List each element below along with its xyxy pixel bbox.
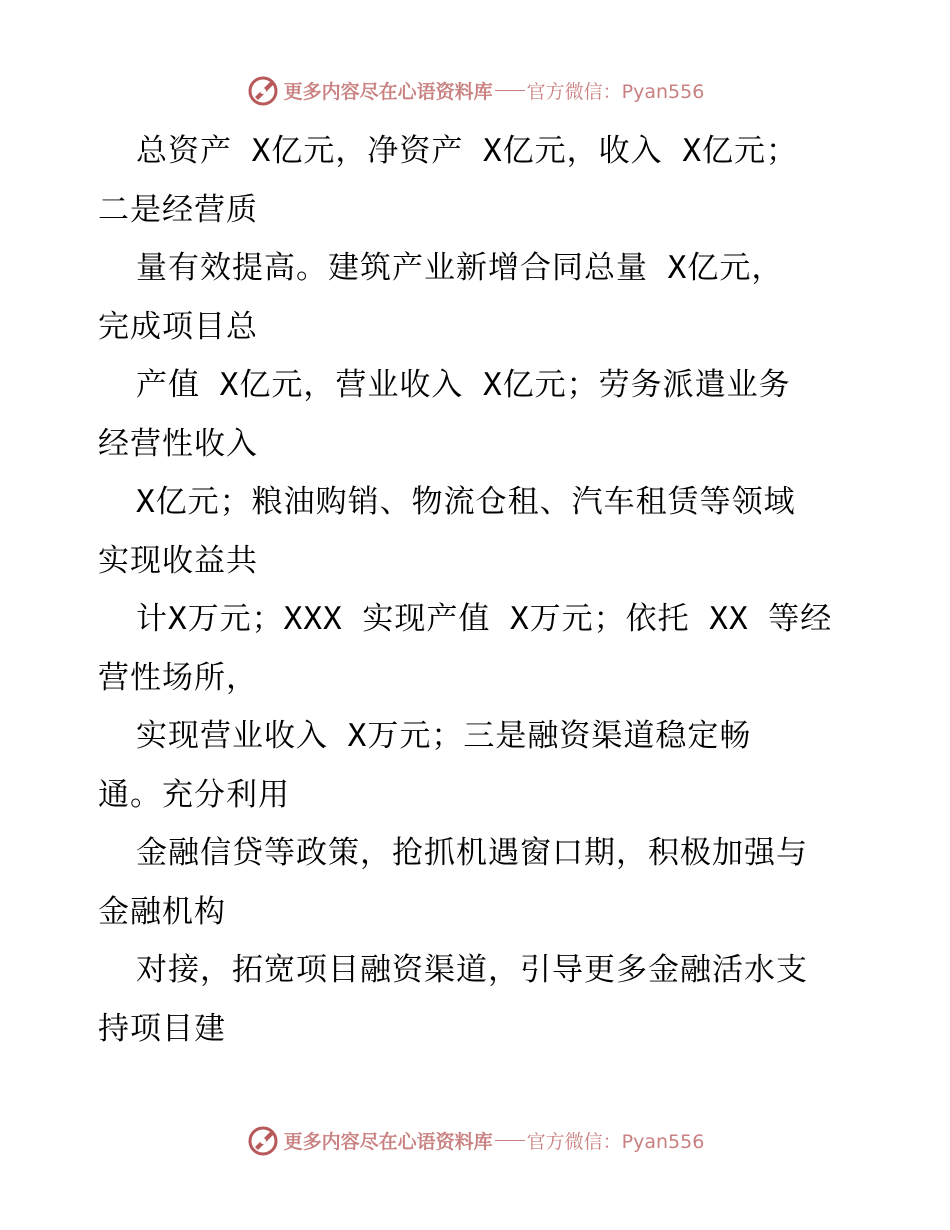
body-line: X亿元；粮油购销、物流仓租、汽车租赁等领域: [136, 484, 796, 520]
body-line: 通。充分利用: [98, 776, 290, 813]
body-line: 实现营业收入 X万元；三是融资渠道稳定畅: [136, 718, 752, 754]
watermark-text: 更多内容尽在心语资料库: [283, 1130, 493, 1153]
brand-logo-icon: [246, 73, 280, 107]
body-line: 金融机构: [98, 893, 226, 930]
body-line: 经营性收入: [98, 425, 258, 462]
brand-logo-icon: [246, 1123, 280, 1157]
watermark-contact: 官方微信：Pyan556: [526, 80, 705, 103]
body-line: 完成项目总: [98, 308, 258, 345]
body-line: 产值 X亿元，营业收入 X亿元；劳务派遣业务: [136, 367, 791, 403]
watermark-footer: [0, 1120, 950, 1160]
body-line: 对接，拓宽项目融资渠道，引导更多金融活水支: [136, 952, 808, 988]
body-line: 营性场所，: [98, 659, 258, 696]
watermark-dash: [495, 90, 525, 91]
body-line: 总资产 X亿元，净资产 X亿元，收入 X亿元；: [136, 133, 798, 169]
watermark-dash: [495, 1140, 525, 1141]
body-line: 持项目建: [98, 1010, 226, 1047]
body-line: 实现收益共: [98, 542, 258, 579]
body-line: 计X万元；XXX 实现产值 X万元；依托 XX 等经: [136, 601, 833, 637]
document-body: [98, 122, 878, 1058]
body-line: 二是经营质: [98, 191, 258, 228]
body-line: 金融信贷等政策，抢抓机遇窗口期，积极加强与: [136, 835, 808, 871]
watermark-contact: 官方微信：Pyan556: [526, 1130, 705, 1153]
body-line: 量有效提高。建筑产业新增合同总量 X亿元，: [136, 250, 784, 286]
watermark-text: 更多内容尽在心语资料库: [283, 80, 493, 103]
watermark-header: [0, 70, 950, 110]
